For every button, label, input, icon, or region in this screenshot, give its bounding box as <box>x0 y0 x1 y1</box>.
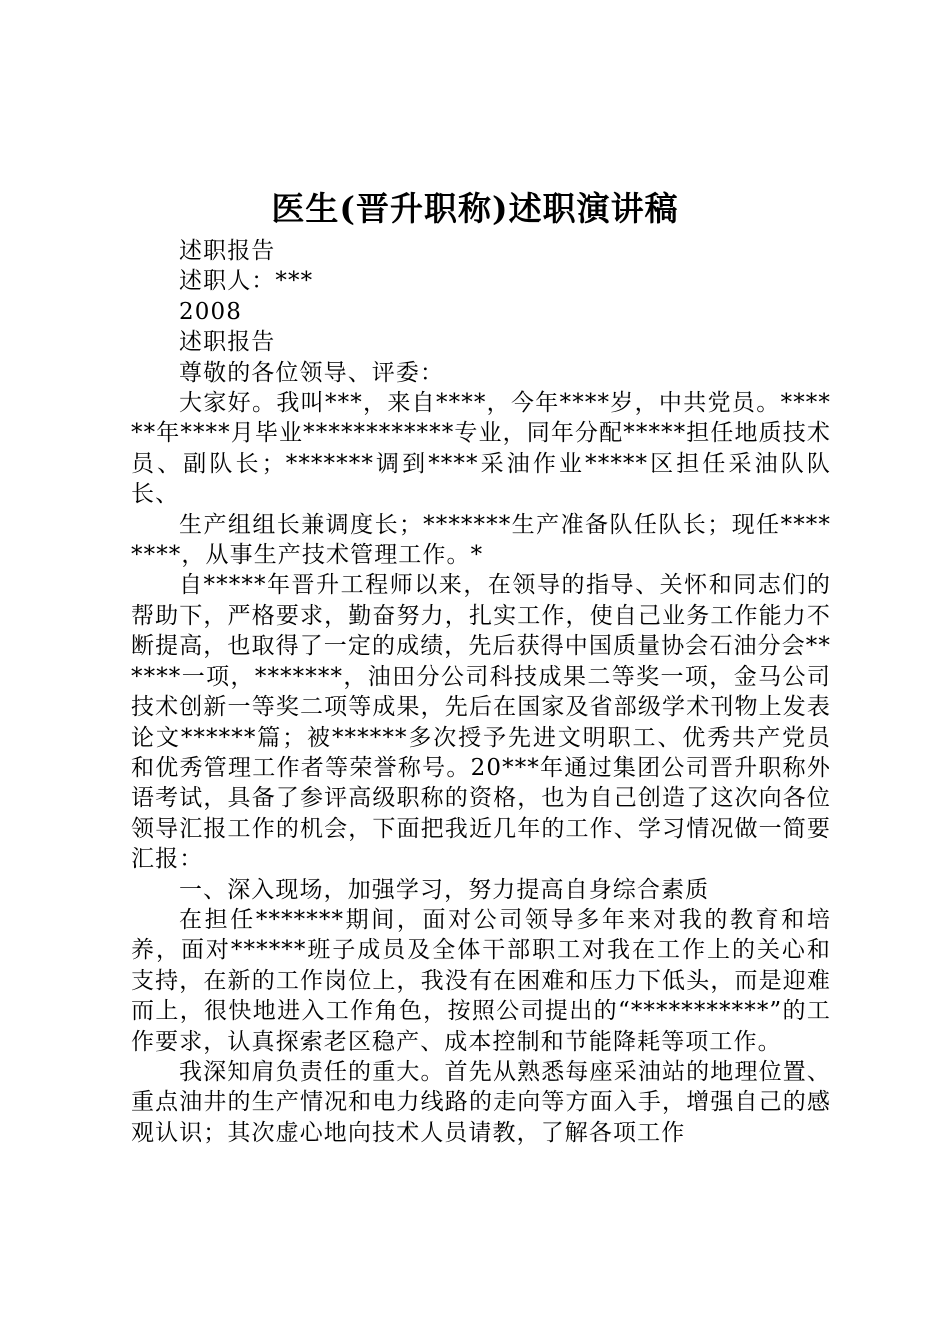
paragraph-introduction: 大家好。我叫***，来自****，今年****岁，中共党员。******年****月毕业************专业，同年分配*****担任地质技术员、副队长；*******调到****采油作业*****区担任采油队队长、 <box>131 390 831 508</box>
paragraph-responsibility: 我深知肩负责任的重大。首先从熟悉每座采油站的地理位置、重点油井的生产情况和电力线路的走向等方面入手，增强自己的感观认识；其次虚心地向技术人员请教，了解各项工作 <box>131 1058 831 1146</box>
heading-line-report: 述职报告 <box>179 238 276 264</box>
paragraph-work-attitude: 在担任*******期间，面对公司领导多年来对我的教育和培养，面对******班子成员及全体干部职工对我在工作上的关心和支持，在新的工作岗位上，我没有在困难和压力下低头，而是迎难而上，很快地进入工作角色，按照公司提出的“***********”的工作要求，认真探索老区稳产、成本控制和节能降耗等项工作。 <box>131 906 831 1055</box>
document-body <box>131 236 831 1148</box>
reporter-line: 述职人：*** <box>179 268 314 295</box>
document-title: 医生(晋升职称)述职演讲稿 <box>271 189 679 228</box>
paragraph-achievements: 自*****年晋升工程师以来，在领导的指导、关怀和同志们的帮助下，严格要求，勤奋努力，扎实工作，使自己业务工作能力不断提高，也取得了一定的成绩，先后获得中国质量协会石油分会******一项，*******，油田分公司科技成果二等奖一项，金马公司技术创新一等奖二项等成果，先后在国家及省部级学术刊物上发表论文******篇；被******多次授予先进文明职工、优秀共产党员和优秀管理工作者等荣誉称号。20***年通过集团公司晋升职称外语考试，具备了参评高级职称的资格，也为自己创造了这次向各位领导汇报工作的机会，下面把我近几年的工作、学习情况做一简要汇报： <box>131 572 831 873</box>
section-heading-one: 一、深入现场，加强学习，努力提高自身综合素质 <box>179 876 710 903</box>
heading-line-report-2: 述职报告 <box>179 329 276 356</box>
year-line: 2008 <box>179 298 242 325</box>
salutation-line: 尊敬的各位领导、评委： <box>179 359 445 386</box>
paragraph-current-position: 生产组组长兼调度长；*******生产准备队任队长；现任********，从事生产技术管理工作。* <box>131 511 831 569</box>
